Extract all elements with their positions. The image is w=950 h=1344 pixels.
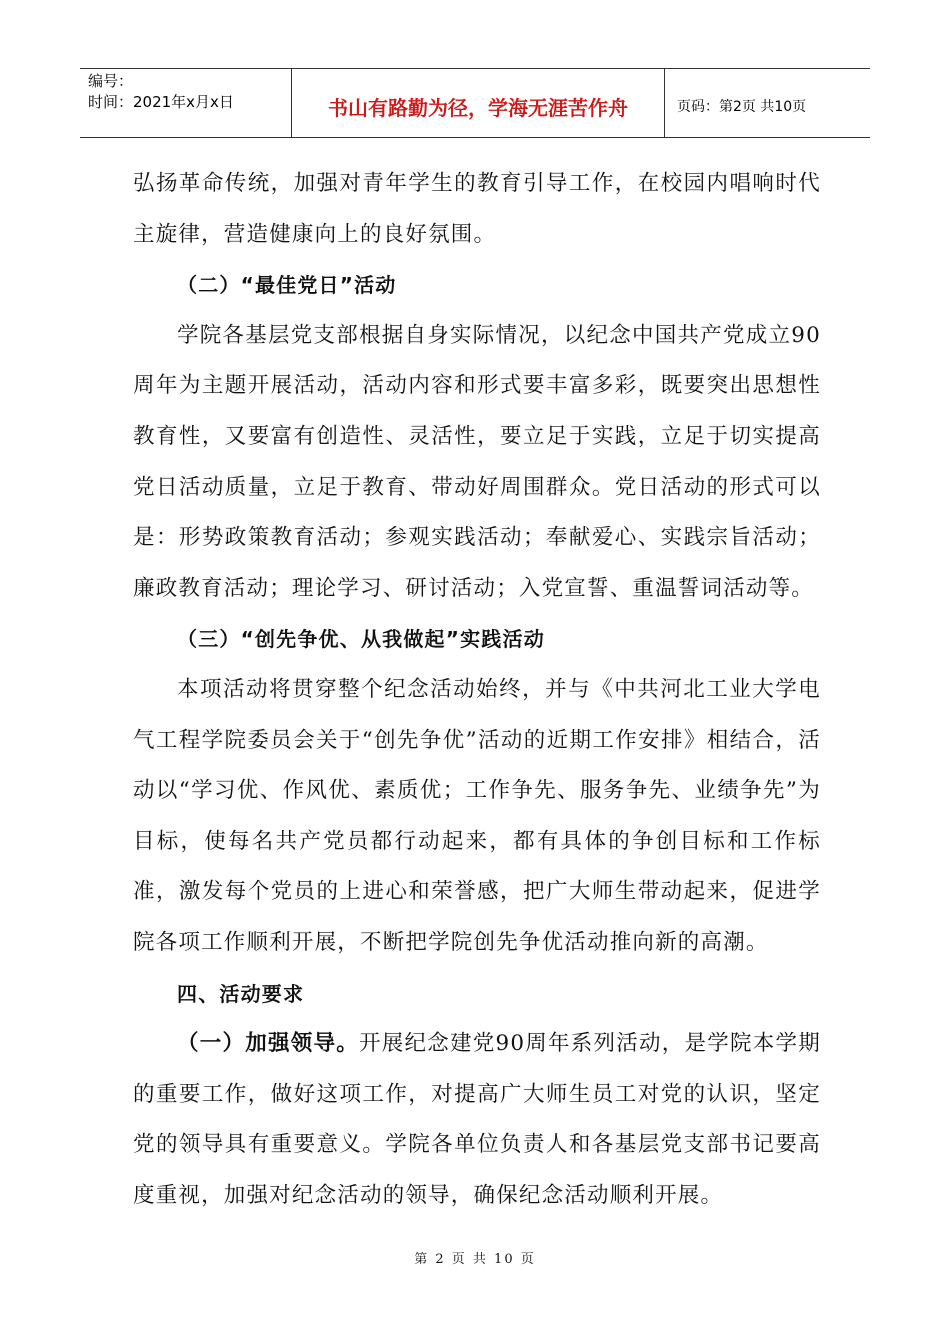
section-heading-best-party-day: （二）“最佳党日”活动 <box>177 273 397 298</box>
section-heading-requirements: 四、活动要求 <box>177 981 305 1006</box>
paragraph-continued: 弘扬革命传统，加强对青年学生的教育引导工作，在校园内唱响时代主旋律，营造健康向上的良好氛围。 <box>133 171 821 247</box>
paragraph-best-party-day: 学院各基层党支部根据自身实际情况，以纪念中国共产党成立90周年为主题开展活动，活动内容和形式要丰富多彩，既要突出思想性教育性，又要富有创造性、灵活性，要立足于实践，立足于切实提高党日活动质量，立足于教育、带动好周围群众。党日活动的形式可以是：形势政策教育活动；参观实践活动；奉献爱心、实践宗旨活动；廉政教育活动；理论学习、研讨活动；入党宣誓、重温誓词活动等。 <box>133 322 821 601</box>
page-footer: 第 2 页 共 10 页 <box>414 1252 536 1267</box>
document-body <box>133 159 821 1221</box>
header-page-number: 页码：第2页 共10页 <box>677 99 807 115</box>
paragraph-leadership-text: 开展纪念建党90周年系列活动，是学院本学期的重要工作，做好这项工作，对提高广大师生员工对党的认识，坚定党的领导具有重要意义。学院各单位负责人和各基层党支部书记要高度重视，加强对纪念活动的领导，确保纪念活动顺利开展。 <box>133 1031 821 1208</box>
paragraph-leadership <box>133 1019 821 1221</box>
page-header <box>80 68 870 138</box>
document-time-label: 时间：2021年x月x日 <box>88 93 234 111</box>
document-number-label: 编号： <box>88 72 134 90</box>
paragraph-practice-activity: 本项活动将贯穿整个纪念活动始终，并与《中共河北工业大学电气工程学院委员会关于“创先争优”活动的近期工作安排》相结合，活动以“学习优、作风优、素质优；工作争先、服务争先、业绩争先”为目标，使每名共产党员都行动起来，都有具体的争创目标和工作标准，激发每个党员的上进心和荣誉感，把广大师生带动起来，促进学院各项工作顺利开展，不断把学院创先争优活动推向新的高潮。 <box>133 676 821 955</box>
paragraph-leadership-lead: （一）加强领导。 <box>177 1031 359 1057</box>
header-meta <box>80 69 291 137</box>
section-heading-practice-activity: （三）“创先争优、从我做起”实践活动 <box>177 627 545 652</box>
header-motto: 书山有路勤为径，学海无涯苦作舟 <box>291 69 665 137</box>
